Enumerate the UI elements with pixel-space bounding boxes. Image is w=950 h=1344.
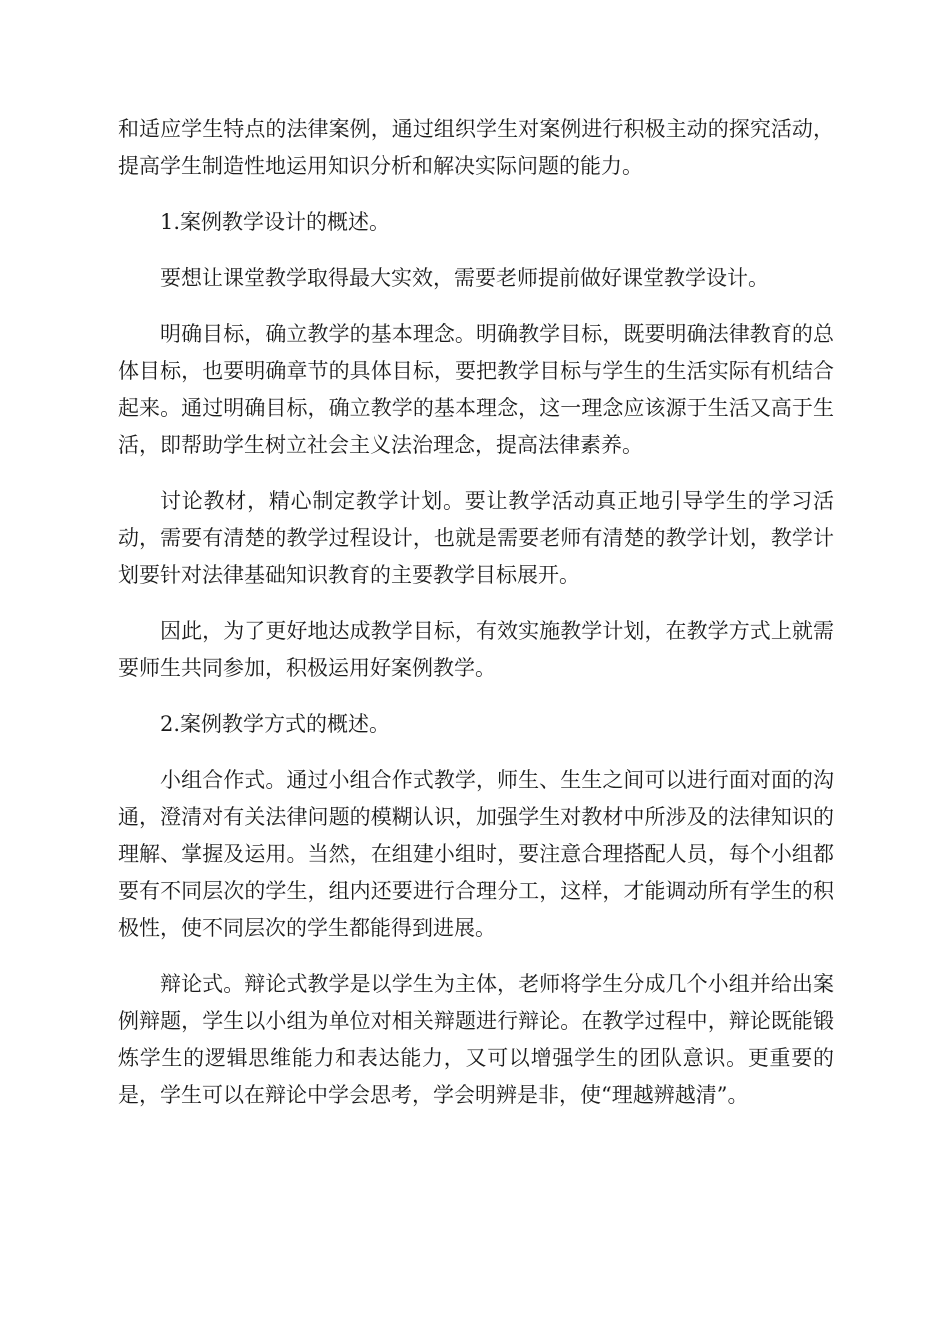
paragraph-intro-design: 要想让课堂教学取得最大实效，需要老师提前做好课堂教学设计。: [160, 266, 769, 290]
paragraph-therefore: 因此，为了更好地达成教学目标，有效实施教学计划，在教学方式上就需要师生共同参加，积极运用好案例教学。: [118, 619, 834, 680]
paragraph-clear-goals: 明确目标，确立教学的基本理念。明确教学目标，既要明确法律教育的总体目标，也要明确章节的具体目标，要把教学目标与学生的生活实际有机结合起来。通过明确目标，确立教学的基本理念，这一理念应该源于生活又高于生活，即帮助学生树立社会主义法治理念，提高法律素养。: [118, 322, 834, 457]
paragraph-group-cooperation: 小组合作式。通过小组合作式教学，师生、生生之间可以进行面对面的沟通，澄清对有关法律问题的模糊认识，加强学生对教材中所涉及的法律知识的理解、掌握及运用。当然，在组建小组时，要注意合理搭配人员，每个小组都要有不同层次的学生，组内还要进行合理分工，这样，才能调动所有学生的积极性，使不同层次的学生都能得到进展。: [118, 768, 834, 940]
section-heading-case-design: 1.案例教学设计的概述。: [160, 210, 391, 234]
document-body: [118, 111, 834, 1114]
paragraph-teaching-plan: 讨论教材，精心制定教学计划。要让教学活动真正地引导学生的学习活动，需要有清楚的教学过程设计，也就是需要老师有清楚的教学计划，教学计划要针对法律基础知识教育的主要教学目标展开。: [118, 489, 834, 587]
paragraph-continuation: 和适应学生特点的法律案例，通过组织学生对案例进行积极主动的探究活动，提高学生制造性地运用知识分析和解决实际问题的能力。: [118, 117, 834, 178]
section-heading-case-methods: 2.案例教学方式的概述。: [160, 712, 391, 736]
paragraph-debate: 辩论式。辩论式教学是以学生为主体，老师将学生分成几个小组并给出案例辩题，学生以小组为单位对相关辩题进行辩论。在教学过程中，辩论既能锻炼学生的逻辑思维能力和表达能力，又可以增强学生的团队意识。更重要的是，学生可以在辩论中学会思考，学会明辨是非，使“理越辨越清”。: [118, 972, 834, 1107]
